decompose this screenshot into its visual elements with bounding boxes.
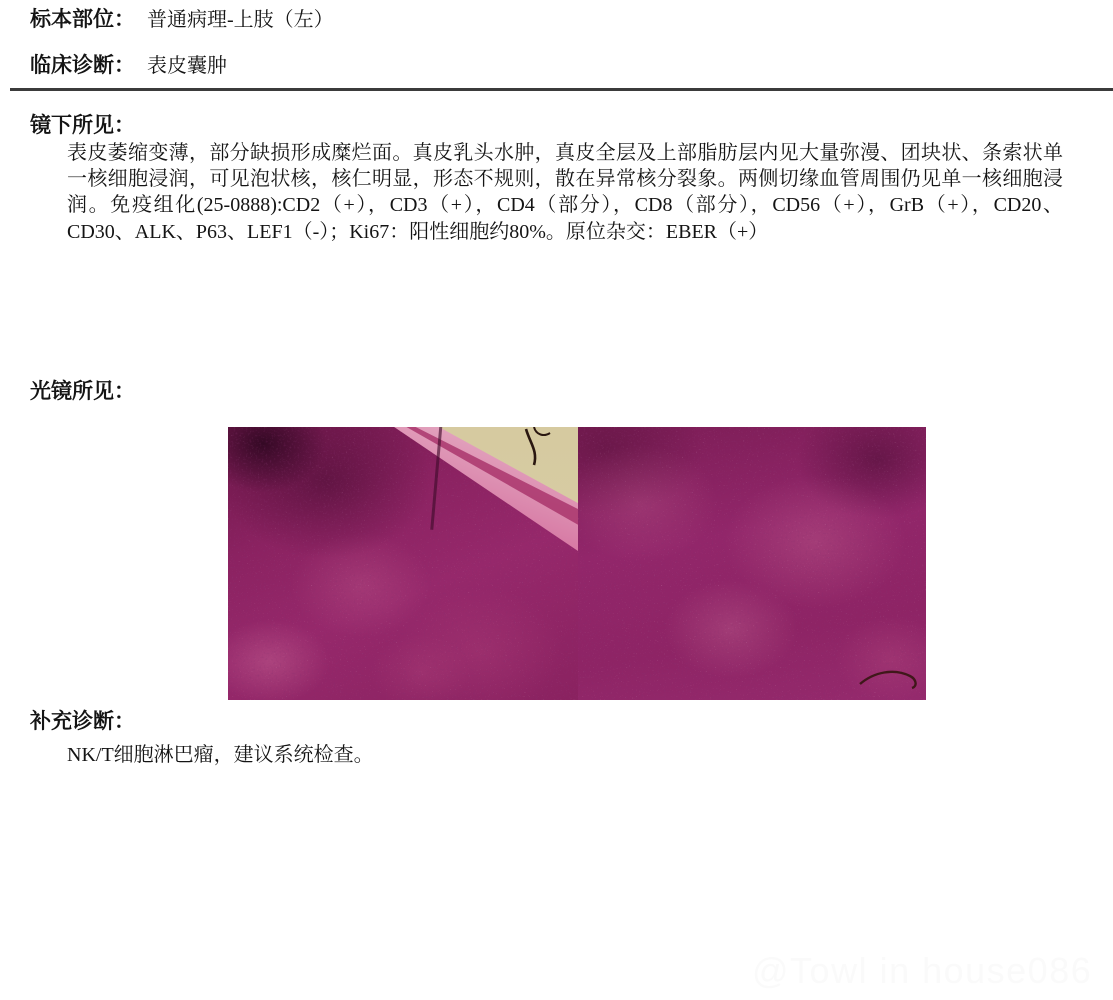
- histology-micrograph-right: [578, 427, 926, 700]
- supplementary-diagnosis-heading: 补充诊断：: [30, 710, 135, 733]
- specimen-site-row: [30, 6, 334, 34]
- fiber-artifact-icon: [854, 654, 924, 698]
- histology-micrograph-left: [228, 427, 578, 700]
- header-divider-rule: [10, 88, 1113, 91]
- watermark-text: @Towl in house086: [752, 950, 1093, 991]
- microscopic-findings-text: 表皮萎缩变薄，部分缺损形成糜烂面。真皮乳头水肿，真皮全层及上部脂肪层内见大量弥漫、团块状、条索状单一核细胞浸润，可见泡状核，核仁明显，形态不规则，散在异常核分裂象。两侧切缘血管周围仍见单一核细胞浸润。免疫组化(25-0888):CD2（+），CD3（+），CD4（部分），CD8（部分），CD56（+），GrB（+），CD20、CD30、ALK、P63、LEF1（-）；Ki67：阳性细胞约80%。原位杂交：EBER（+）: [67, 142, 1063, 243]
- supplementary-diagnosis-text: NK/T细胞淋巴瘤，建议系统检查。: [67, 744, 374, 766]
- clinical-diagnosis-label: 临床诊断：: [30, 54, 135, 77]
- light-microscopy-heading: 光镜所见：: [30, 380, 135, 403]
- clinical-diagnosis-row: [30, 52, 227, 80]
- micrograph-figure-group: [228, 427, 930, 700]
- specimen-site-value: 普通病理-上肢（左）: [147, 9, 334, 31]
- hair-artifact-icon: [464, 427, 574, 485]
- specimen-site-label: 标本部位：: [30, 8, 135, 31]
- clinical-diagnosis-value: 表皮囊肿: [147, 55, 227, 77]
- microscopic-findings-heading: 镜下所见：: [30, 114, 135, 137]
